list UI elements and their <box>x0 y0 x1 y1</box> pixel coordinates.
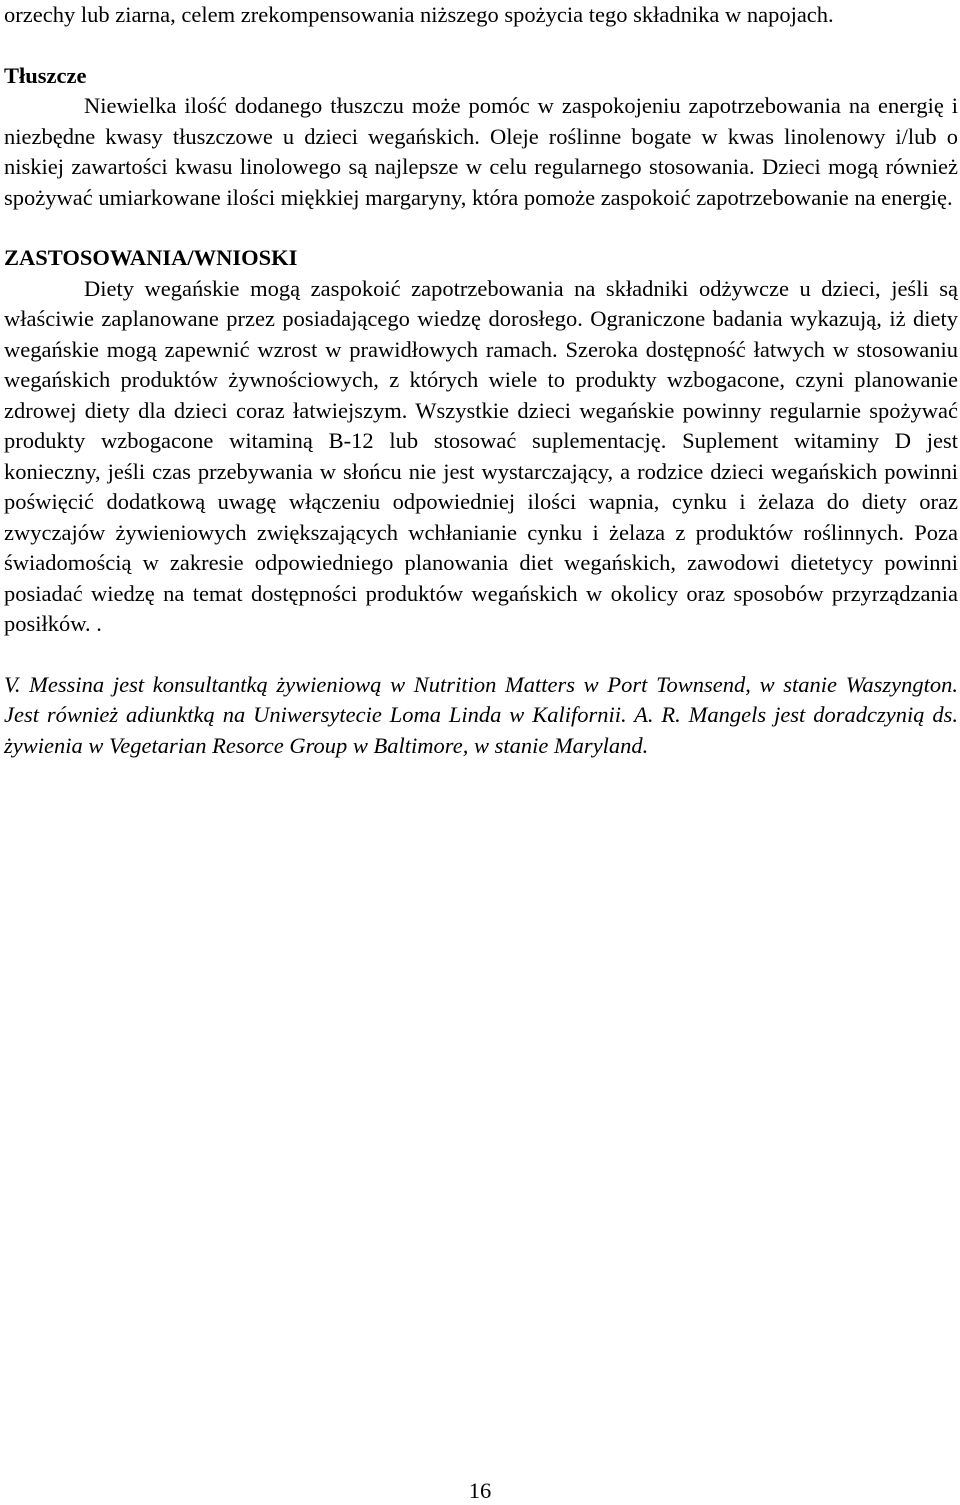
document-page <box>4 0 958 761</box>
conclusions-heading: ZASTOSOWANIA/WNIOSKI <box>4 245 298 270</box>
fats-paragraph <box>4 91 958 213</box>
spacer <box>4 31 958 61</box>
fats-paragraph-text: Niewielka ilość dodanego tłuszczu może pomóc w zaspokojeniu zapotrzebowania na energię i niezbędne kwasy tłuszczowe u dzieci wegańskich. Oleje roślinne bogate w kwas linolenowy i/lub o niskiej zawartości kwasu linolowego są najlepsze w celu regularnego stosowania. Dzieci mogą również spożywać umiarkowane ilości miękkiej margaryny, która pomoże zaspokoić zapotrzebowanie na energię. <box>4 93 958 210</box>
intro-paragraph: orzechy lub ziarna, celem zrekompensowania niższego spożycia tego składnika w napojach. <box>4 2 834 27</box>
conclusions-paragraph <box>4 274 958 640</box>
spacer <box>4 640 958 670</box>
fats-heading: Tłuszcze <box>4 62 87 88</box>
conclusions-paragraph-text: Diety wegańskie mogą zaspokoić zapotrzebowania na składniki odżywcze u dzieci, jeśli są właściwie zaplanowane przez posiadającego wiedzę dorosłego. Ograniczone badania wykazują, iż diety wegańskie mogą zapewnić wzrost w prawidłowych ramach. Szeroka dostępność łatwych w stosowaniu wegańskich produktów żywnościowych, z których wiele to produkty wzbogacone, czyni planowanie zdrowej diety dla dzieci coraz łatwiejszym. Wszystkie dzieci wegańskie powinny regularnie spożywać produkty wzbogacone witaminą B-12 lub stosować suplementację. Suplement witaminy D jest konieczny, jeśli czas przebywania w słońcu nie jest wystarczający, a rodzice dzieci wegańskich powinni poświęcić dodatkową uwagę włączeniu odpowiedniej ilości wapnia, cynku i żelaza do diety oraz zwyczajów żywieniowych zwiększających wchłanianie cynku i żelaza z produktów roślinnych. Poza świadomością w zakresie odpowiedniego planowania diet wegańskich, zawodowi dietetycy powinni posiadać wiedzę na temat dostępności produktów wegańskich w okolicy oraz sposobów przyrządzania posiłków. . <box>4 275 958 636</box>
page-number: 16 <box>468 1478 492 1503</box>
authors-note: V. Messina jest konsultantką żywieniową w Nutrition Matters w Port Townsend, w stanie Waszyngton. Jest również adiunktką na Uniwersytecie Loma Linda w Kalifornii. A. R. Mangels jest doradczynią ds. żywienia w Vegetarian Resorce Group w Baltimore, w stanie Maryland. <box>4 671 958 758</box>
spacer <box>4 213 958 243</box>
